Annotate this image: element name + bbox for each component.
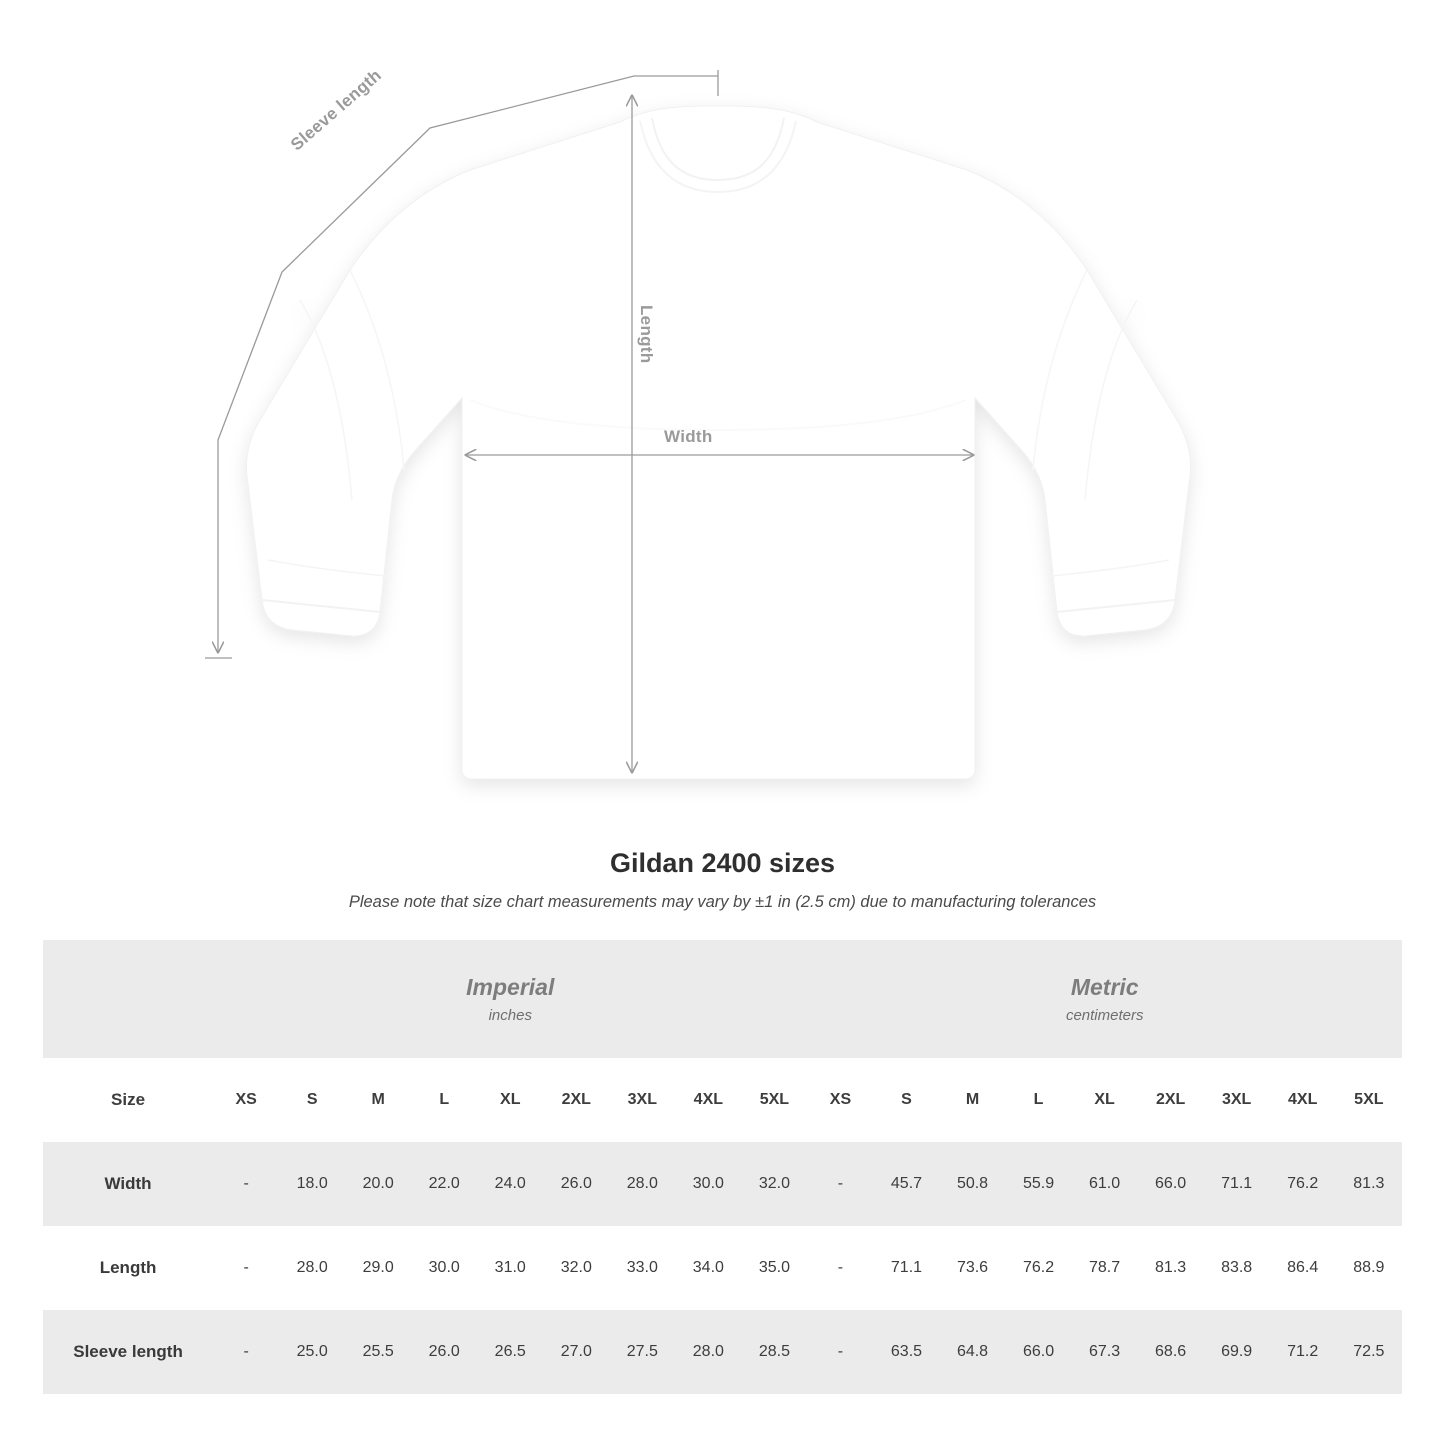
size-table-wrapper <box>43 940 1402 1394</box>
sleeve-length-label: Sleeve length <box>287 65 386 155</box>
cell-sleeve-4xl-cm: 71.2 <box>1270 1310 1336 1394</box>
cell-sleeve-xs-cm: - <box>807 1310 873 1394</box>
size-col-2xl-metric: 2XL <box>1138 1058 1204 1142</box>
size-col-xl-metric: XL <box>1072 1058 1138 1142</box>
cell-width-2xl-cm: 66.0 <box>1138 1142 1204 1226</box>
cell-width-xl-in: 24.0 <box>477 1142 543 1226</box>
cell-sleeve-xl-in: 26.5 <box>477 1310 543 1394</box>
cell-sleeve-l-cm: 66.0 <box>1006 1310 1072 1394</box>
size-col-5xl-imperial: 5XL <box>741 1058 807 1142</box>
table-row <box>43 1226 1402 1310</box>
unit-spacer <box>43 940 213 1058</box>
cell-length-xs-cm: - <box>807 1226 873 1310</box>
cell-sleeve-5xl-in: 28.5 <box>741 1310 807 1394</box>
cell-width-3xl-cm: 71.1 <box>1204 1142 1270 1226</box>
length-label: Length <box>637 305 656 364</box>
cell-width-l-cm: 55.9 <box>1006 1142 1072 1226</box>
cell-length-l-cm: 76.2 <box>1006 1226 1072 1310</box>
cell-width-5xl-cm: 81.3 <box>1336 1142 1402 1226</box>
cell-width-4xl-in: 30.0 <box>675 1142 741 1226</box>
title-block <box>0 848 1445 912</box>
cell-length-2xl-cm: 81.3 <box>1138 1226 1204 1310</box>
cell-length-3xl-cm: 83.8 <box>1204 1226 1270 1310</box>
tolerance-note: Please note that size chart measurements may vary by ±1 in (2.5 cm) due to manufacturing tolerances <box>348 893 1097 911</box>
cell-length-s-cm: 71.1 <box>873 1226 939 1310</box>
unit-group-metric-name: Metric <box>1070 973 1139 1000</box>
cell-length-s-in: 28.0 <box>279 1226 345 1310</box>
unit-group-imperial-name: Imperial <box>466 973 555 1000</box>
cell-sleeve-3xl-in: 27.5 <box>609 1310 675 1394</box>
size-col-s-metric: S <box>873 1058 939 1142</box>
cell-width-5xl-in: 32.0 <box>741 1142 807 1226</box>
size-col-m-imperial: M <box>345 1058 411 1142</box>
size-col-s-imperial: S <box>279 1058 345 1142</box>
width-label: Width <box>664 427 713 446</box>
row-label-length: Length <box>43 1226 213 1310</box>
cell-width-l-in: 22.0 <box>411 1142 477 1226</box>
cell-width-3xl-in: 28.0 <box>609 1142 675 1226</box>
cell-width-2xl-in: 26.0 <box>543 1142 609 1226</box>
cell-sleeve-m-cm: 64.8 <box>940 1310 1006 1394</box>
size-col-l-metric: L <box>1006 1058 1072 1142</box>
cell-width-s-cm: 45.7 <box>873 1142 939 1226</box>
cell-length-xs-in: - <box>213 1226 279 1310</box>
cell-length-m-in: 29.0 <box>345 1226 411 1310</box>
cell-width-m-in: 20.0 <box>345 1142 411 1226</box>
size-col-xs-metric: XS <box>807 1058 873 1142</box>
unit-group-imperial-sub: inches <box>488 1007 532 1025</box>
cell-sleeve-s-cm: 63.5 <box>873 1310 939 1394</box>
row-label-sleeve-length: Sleeve length <box>43 1310 213 1394</box>
size-col-m-metric: M <box>940 1058 1006 1142</box>
cell-length-5xl-cm: 88.9 <box>1336 1226 1402 1310</box>
cell-width-m-cm: 50.8 <box>940 1142 1006 1226</box>
size-col-2xl-imperial: 2XL <box>543 1058 609 1142</box>
cell-sleeve-xl-cm: 67.3 <box>1072 1310 1138 1394</box>
unit-group-metric <box>807 940 1402 1058</box>
cell-sleeve-5xl-cm: 72.5 <box>1336 1310 1402 1394</box>
size-table <box>43 940 1402 1394</box>
cell-sleeve-4xl-in: 28.0 <box>675 1310 741 1394</box>
cell-width-xl-cm: 61.0 <box>1072 1142 1138 1226</box>
row-header-size: Size <box>43 1058 213 1142</box>
size-col-5xl-metric: 5XL <box>1336 1058 1402 1142</box>
cell-length-4xl-cm: 86.4 <box>1270 1226 1336 1310</box>
size-header-row <box>43 1058 1402 1142</box>
row-label-width: Width <box>43 1142 213 1226</box>
cell-sleeve-s-in: 25.0 <box>279 1310 345 1394</box>
cell-length-m-cm: 73.6 <box>940 1226 1006 1310</box>
unit-group-imperial <box>213 940 807 1058</box>
cell-length-3xl-in: 33.0 <box>609 1226 675 1310</box>
cell-width-4xl-cm: 76.2 <box>1270 1142 1336 1226</box>
table-row <box>43 1310 1402 1394</box>
cell-length-xl-cm: 78.7 <box>1072 1226 1138 1310</box>
size-col-4xl-metric: 4XL <box>1270 1058 1336 1142</box>
size-col-4xl-imperial: 4XL <box>675 1058 741 1142</box>
cell-sleeve-xs-in: - <box>213 1310 279 1394</box>
size-col-3xl-imperial: 3XL <box>609 1058 675 1142</box>
cell-sleeve-3xl-cm: 69.9 <box>1204 1310 1270 1394</box>
cell-width-s-in: 18.0 <box>279 1142 345 1226</box>
shirt-shape <box>247 106 1191 779</box>
unit-group-row <box>43 940 1402 1058</box>
cell-sleeve-m-in: 25.5 <box>345 1310 411 1394</box>
unit-group-metric-sub: centimeters <box>1065 1007 1144 1025</box>
cell-width-xs-cm: - <box>807 1142 873 1226</box>
cell-length-l-in: 30.0 <box>411 1226 477 1310</box>
page-title: Gildan 2400 sizes <box>609 848 836 878</box>
size-col-3xl-metric: 3XL <box>1204 1058 1270 1142</box>
cell-sleeve-2xl-cm: 68.6 <box>1138 1310 1204 1394</box>
cell-length-xl-in: 31.0 <box>477 1226 543 1310</box>
size-col-xl-imperial: XL <box>477 1058 543 1142</box>
cell-length-4xl-in: 34.0 <box>675 1226 741 1310</box>
cell-length-5xl-in: 35.0 <box>741 1226 807 1310</box>
cell-length-2xl-in: 32.0 <box>543 1226 609 1310</box>
cell-width-xs-in: - <box>213 1142 279 1226</box>
table-row <box>43 1142 1402 1226</box>
size-col-xs-imperial: XS <box>213 1058 279 1142</box>
cell-sleeve-l-in: 26.0 <box>411 1310 477 1394</box>
size-col-l-imperial: L <box>411 1058 477 1142</box>
cell-sleeve-2xl-in: 27.0 <box>543 1310 609 1394</box>
